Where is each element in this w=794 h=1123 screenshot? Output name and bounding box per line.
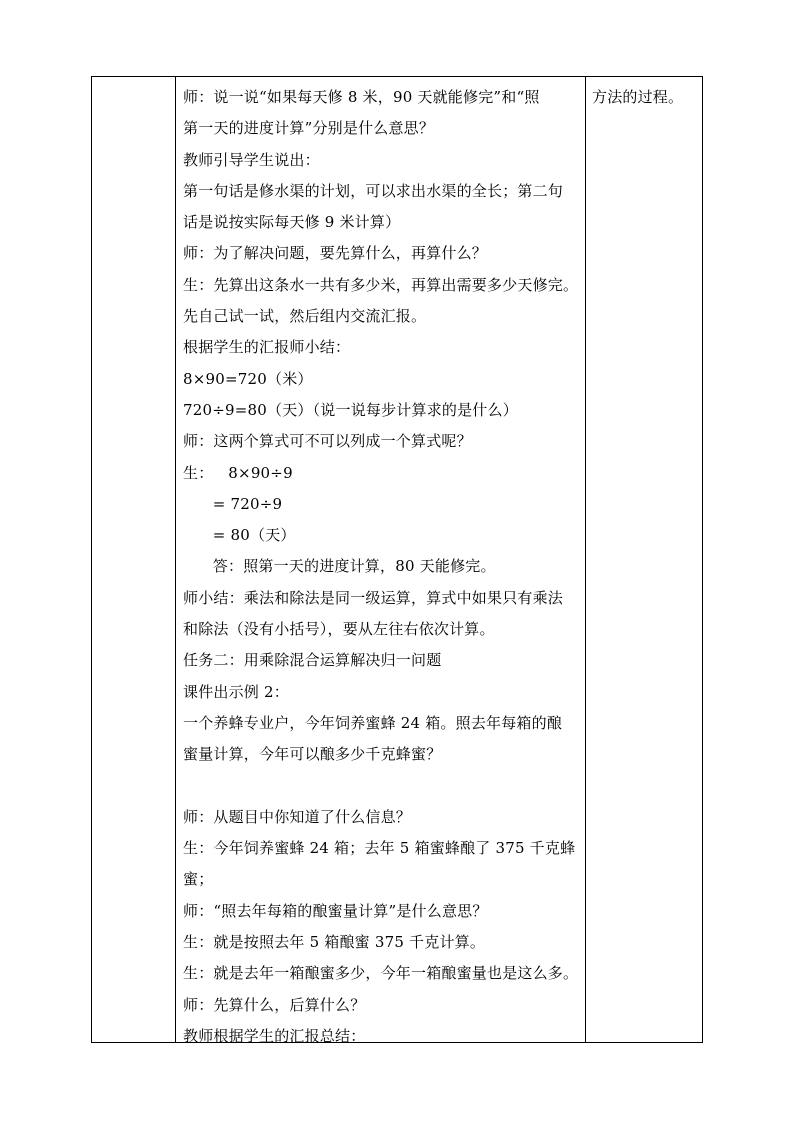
lesson-plan-table bbox=[91, 76, 703, 1043]
text-line: 课件出示例 2： bbox=[183, 682, 289, 701]
column-divider-right bbox=[585, 77, 586, 1042]
equation-line: 720÷9=80（天）（说一说每步计算求的是什么） bbox=[183, 400, 518, 419]
text-line: 教师引导学生说出： bbox=[183, 150, 320, 169]
task-heading: 任务二：用乘除混合运算解决归一问题 bbox=[183, 651, 442, 670]
text-line: 教师根据学生的汇报总结： bbox=[183, 1026, 366, 1045]
note-text: 方法的过程。 bbox=[592, 88, 684, 106]
text-line: 根据学生的汇报师小结： bbox=[183, 338, 351, 357]
text-line: 师：“照去年每箱的酿蜜量计算”是什么意思？ bbox=[183, 901, 488, 920]
problem-text-line: 一个养蜂专业户，今年饲养蜜蜂 24 箱。照去年每箱的酿 bbox=[183, 713, 563, 732]
text-line: 师：从题目中你知道了什么信息？ bbox=[183, 807, 412, 826]
design-intent-column bbox=[592, 82, 700, 113]
text-line: 师小结：乘法和除法是同一级运算，算式中如果只有乘法 bbox=[183, 588, 564, 607]
text-line: 话是说按实际每天修 9 米计算） bbox=[183, 213, 401, 232]
text-line: 生：今年饲养蜜蜂 24 箱；去年 5 箱蜜蜂酿了 375 千克蜂 bbox=[183, 839, 576, 858]
text-line: 蜜； bbox=[183, 870, 214, 889]
answer-line: 答：照第一天的进度计算，80 天能修完。 bbox=[183, 557, 496, 576]
equation-line: 生： 8×90÷9 bbox=[183, 463, 293, 482]
text-line: 师：说一说“如果每天修 8 米，90 天就能修完”和“照 bbox=[183, 88, 540, 106]
equation-line: = 80（天） bbox=[183, 526, 296, 545]
blank-line bbox=[183, 771, 583, 802]
column-divider-left bbox=[175, 77, 176, 1042]
text-line: 先自己试一试，然后组内交流汇报。 bbox=[183, 307, 427, 326]
text-line: 生：就是去年一箱酿蜜多少，今年一箱酿蜜量也是这么多。 bbox=[183, 964, 579, 983]
text-line: 师：这两个算式可不可以列成一个算式呢？ bbox=[183, 432, 472, 451]
text-line: 和除法（没有小括号），要从左往右依次计算。 bbox=[183, 620, 495, 639]
equation-line: = 720÷9 bbox=[183, 494, 283, 513]
problem-text-line: 蜜量计算，今年可以酿多少千克蜂蜜？ bbox=[183, 745, 442, 764]
text-line: 师：先算什么，后算什么？ bbox=[183, 995, 366, 1014]
text-line: 师：为了解决问题，要先算什么，再算什么？ bbox=[183, 244, 488, 263]
text-line: 第一天的进度计算”分别是什么意思？ bbox=[183, 119, 435, 138]
equation-line: 8×90=720（米） bbox=[183, 369, 313, 388]
text-line: 生：先算出这条水一共有多少米，再算出需要多少天修完。 bbox=[183, 275, 579, 294]
teaching-process-column bbox=[183, 82, 583, 1052]
text-line: 生：就是按照去年 5 箱酿蜜 375 千克计算。 bbox=[183, 933, 486, 952]
text-line: 第一句话是修水渠的计划，可以求出水渠的全长；第二句 bbox=[183, 181, 564, 200]
